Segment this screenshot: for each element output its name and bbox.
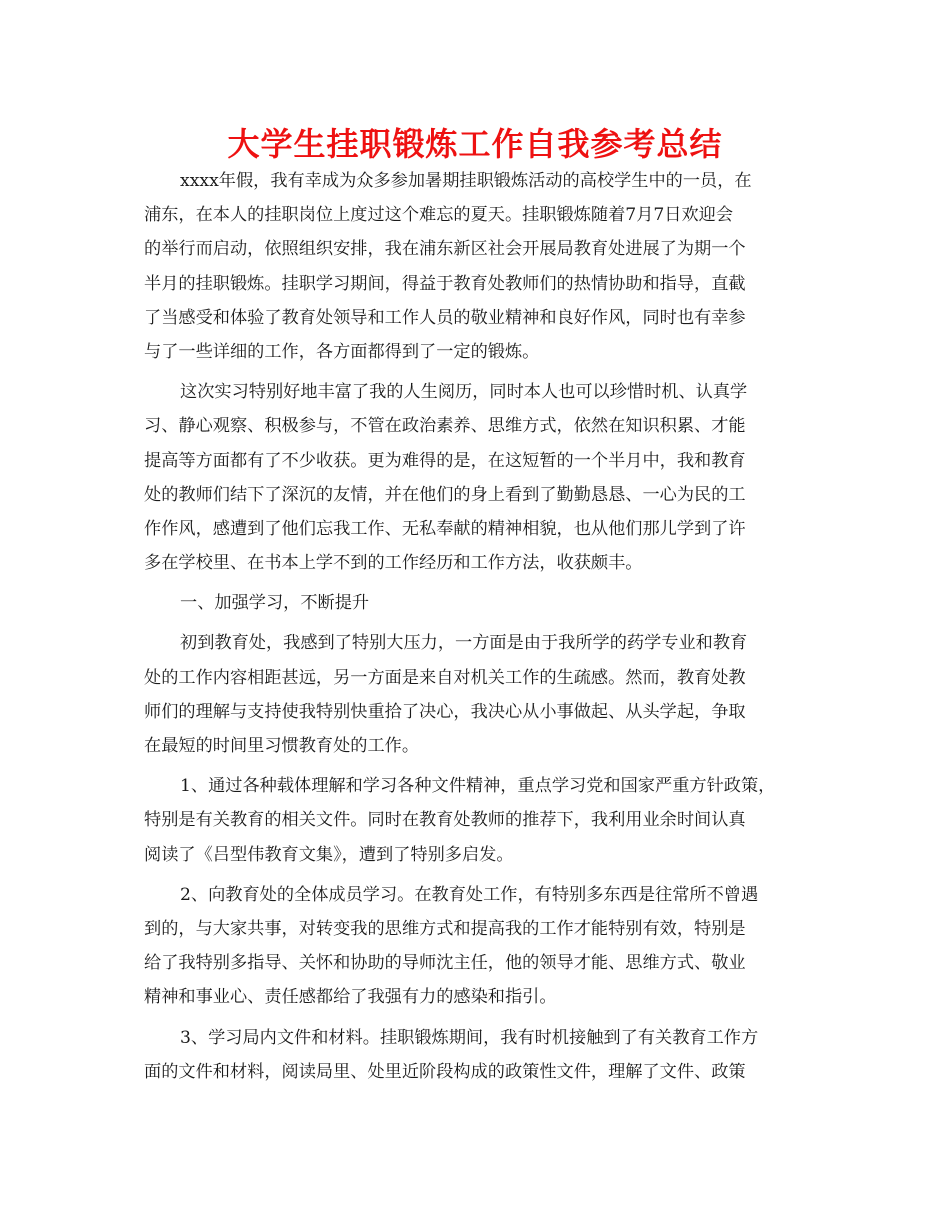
paragraph-line: 半月的挂职锻炼。挂职学习期间，得益于教育处教师们的热情协助和指导，直截	[144, 273, 746, 294]
paragraph-line: 与了一些详细的工作，各方面都得到了一定的锻炼。	[144, 341, 540, 362]
paragraph-line: 浦东，在本人的挂职岗位上度过这个难忘的夏天。挂职锻炼随着7月7日欢迎会	[144, 205, 734, 226]
paragraph-line: 精神和事业心、责任感都给了我强有力的感染和指引。	[144, 987, 557, 1008]
paragraph	[144, 164, 814, 369]
paragraph	[144, 626, 814, 763]
paragraph-line: 3、学习局内文件和材料。挂职锻炼期间，我有时机接触到了有关教育工作方	[180, 1027, 759, 1048]
paragraph-line: 1、通过各种载体理解和学习各种文件精神，重点学习党和国家严重方针政策，	[180, 776, 776, 797]
paragraph-line: 特别是有关教育的相关文件。同时在教育处教师的推荐下，我利用业余时间认真	[144, 810, 746, 831]
paragraph-line: 阅读了《吕型伟教育文集》，遭到了特别多启发。	[144, 844, 514, 865]
paragraph-line: 处的教师们结下了深沉的友情，并在他们的身上看到了勤勤恳恳、一心为民的工	[144, 484, 746, 505]
paragraph-line: 2、向教育处的全体成员学习。在教育处工作，有特别多东西是往常所不曾遇	[180, 884, 759, 905]
paragraph	[144, 586, 814, 620]
paragraph-line: 了当感受和体验了教育处领导和工作人员的敬业精神和良好作风，同时也有幸参	[144, 307, 746, 328]
paragraph	[144, 375, 814, 580]
paragraph-line: 的举行而启动，依照组织安排，我在浦东新区社会开展局教育处进展了为期一个	[144, 239, 746, 260]
paragraph-line: 初到教育处，我感到了特别大压力，一方面是由于我所学的药学专业和教育	[180, 633, 748, 654]
paragraph-line: 到的，与大家共事，对转变我的思维方式和提高我的工作才能特别有效，特别是	[144, 918, 746, 939]
paragraph-line: 面的文件和材料，阅读局里、处里近阶段构成的政策性文件，理解了文件、政策	[144, 1061, 746, 1082]
document-body	[144, 164, 814, 1095]
paragraph-line: 多在学校里、在书本上学不到的工作经历和工作方法，收获颇丰。	[144, 553, 643, 574]
paragraph-line: 一、加强学习，不断提升	[180, 593, 370, 614]
paragraph-line: 提高等方面都有了不少收获。更为难得的是，在这短暂的一个半月中，我和教育	[144, 450, 746, 471]
paragraph	[144, 769, 814, 872]
paragraph-line: 这次实习特别好地丰富了我的人生阅历，同时本人也可以珍惜时机、认真学	[180, 382, 748, 403]
document-title: 大学生挂职锻炼工作自我参考总结	[227, 125, 723, 163]
paragraph-line: xxxx年假，我有幸成为众多参加暑期挂职锻炼活动的高校学生中的一员，在	[180, 171, 752, 191]
paragraph	[144, 878, 814, 1015]
paragraph-line: 给了我特别多指导、关怀和协助的导师沈主任，他的领导才能、思维方式、敬业	[144, 953, 746, 974]
paragraph-line: 师们的理解与支持使我特别快重拾了决心，我决心从小事做起、从头学起，争取	[144, 701, 746, 722]
paragraph-line: 作作风，感遭到了他们忘我工作、无私奉献的精神相貌，也从他们那儿学到了许	[144, 518, 746, 539]
paragraph-line: 习、静心观察、积极参与，不管在政治素养、思维方式，依然在知识积累、才能	[144, 416, 746, 437]
paragraph-line: 处的工作内容相距甚远，另一方面是来自对机关工作的生疏感。然而，教育处教	[144, 667, 746, 688]
paragraph-line: 在最短的时间里习惯教育处的工作。	[144, 736, 420, 756]
paragraph	[144, 1021, 814, 1089]
